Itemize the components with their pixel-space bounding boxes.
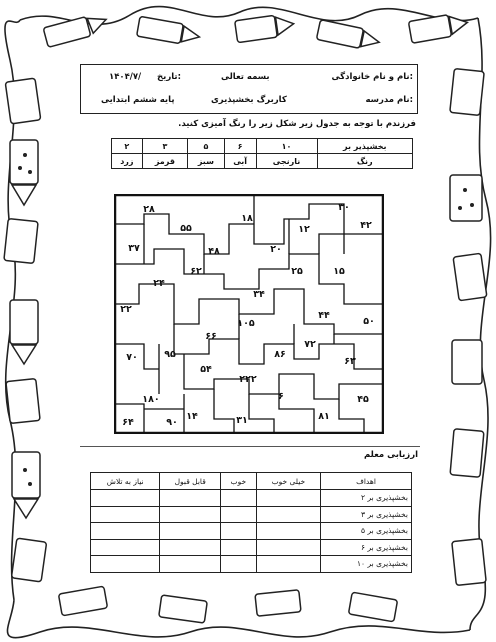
grade-cell[interactable] (160, 506, 221, 523)
puzzle-number: ۹۰ (166, 417, 178, 428)
puzzle-number: ۲۰ (270, 244, 282, 255)
pencil-left-2 (10, 140, 38, 205)
goal-label: بخشپذیری بر ۱۰ (321, 556, 412, 573)
grade-cell[interactable] (91, 556, 160, 573)
evaluation-table (90, 472, 412, 573)
puzzle-number: ۲۴ (153, 278, 165, 289)
grade-cell[interactable] (160, 490, 221, 507)
puzzle-number: ۲۲ (120, 304, 132, 315)
grade-cell[interactable] (256, 523, 320, 540)
school-label: نام مدرسه: (365, 95, 413, 105)
pencil-left-7 (11, 538, 46, 582)
puzzle-number: ۵۴ (200, 364, 212, 375)
goal-label: بخشپذیری بر ۳ (321, 506, 412, 523)
worksheet-topic: کاربرگ بخشپذیری (211, 95, 287, 105)
puzzle-number: ۲۸ (143, 204, 155, 215)
grade-cell[interactable] (91, 506, 160, 523)
pencil-left-6 (12, 452, 40, 518)
puzzle-number: ۱۸ (241, 213, 253, 224)
bismillah: بسمه تعالی (221, 72, 270, 82)
pencil-left-1 (5, 78, 41, 124)
color-cell: آبی (224, 154, 256, 169)
pencil-left-4 (10, 300, 38, 364)
pencil-bottom-1 (58, 586, 107, 616)
pencil-top-2 (137, 16, 201, 44)
evaluation-row (91, 556, 412, 573)
puzzle-number: ۴۴ (318, 310, 330, 321)
pencil-left-3 (4, 219, 38, 264)
pencil-top-3 (235, 15, 295, 43)
puzzle-number: ۲۵ (291, 266, 303, 277)
divisor-cell: ۳ (142, 139, 187, 154)
grade-cell[interactable] (256, 556, 320, 573)
puzzle-number: ۶ (278, 391, 284, 402)
puzzle-number: ۱۲ (298, 224, 310, 235)
grade-cell[interactable] (220, 490, 256, 507)
puzzle-number: ۶۳ (344, 356, 356, 367)
pencil-right-5 (450, 429, 484, 477)
section-divider (80, 446, 420, 447)
col-goals: اهداف (321, 473, 412, 490)
puzzle-number: ۲۲۲ (239, 374, 257, 385)
grade-cell[interactable] (91, 523, 160, 540)
puzzle-number: ۳۷ (128, 243, 140, 254)
grade-cell[interactable] (220, 506, 256, 523)
pencil-bottom-4 (348, 592, 397, 622)
puzzle-number: ۳۱ (236, 415, 248, 426)
header-box (80, 64, 418, 114)
instruction-text: فرزندم با توجه به جدول زیر شکل زیر را رنگ آمیزی کنید. (178, 119, 416, 129)
divisor-cell: ۶ (224, 139, 256, 154)
pencil-right-4 (452, 340, 482, 384)
grade-cell[interactable] (220, 539, 256, 556)
evaluation-header-row (91, 473, 412, 490)
col-very-good: خیلی خوب (256, 473, 320, 490)
divisor-cell: ۵ (188, 139, 225, 154)
pencil-bottom-2 (159, 595, 208, 623)
name-label: نام و نام خانوادگی: (331, 72, 413, 82)
grade-cell[interactable] (256, 506, 320, 523)
divisor-cell: ۱۰ (256, 139, 317, 154)
row-label-divisible: بخشپذیر بر (317, 139, 412, 154)
grade-cell[interactable] (160, 523, 221, 540)
divisor-cell: ۲ (112, 139, 143, 154)
goal-label: بخشپذیری بر ۲ (321, 490, 412, 507)
col-needs-effort: نیاز به تلاش (91, 473, 160, 490)
grade-label: پایه ششم ابتدایی (101, 95, 175, 105)
puzzle-number: ۴۲ (360, 220, 372, 231)
grade-cell[interactable] (256, 490, 320, 507)
puzzle-number: ۷۲ (304, 339, 316, 350)
puzzle-number: ۱۰۵ (237, 318, 255, 329)
col-good: خوب (220, 473, 256, 490)
pencil-right-2 (450, 175, 482, 221)
pencil-top-1 (43, 14, 109, 48)
evaluation-title: ارزیابی معلم (363, 450, 418, 460)
pencil-top-4 (316, 20, 380, 50)
grade-cell[interactable] (91, 539, 160, 556)
evaluation-row (91, 539, 412, 556)
puzzle-number: ۳۴ (253, 289, 265, 300)
divisor-row (112, 139, 413, 154)
goal-label: بخشپذیری بر ۵ (321, 523, 412, 540)
puzzle-number: ۸۶ (274, 349, 286, 360)
puzzle-number: ۴۵ (357, 394, 369, 405)
pencil-right-1 (450, 69, 484, 116)
color-cell: زرد (112, 154, 143, 169)
puzzle-number: ۱۸۰ (142, 394, 160, 405)
grade-cell[interactable] (220, 556, 256, 573)
puzzle-number: ۶۲ (190, 266, 202, 277)
date-value: ۱۴۰۴/۷/ (109, 72, 142, 82)
puzzle-number: ۷۰ (126, 352, 138, 363)
evaluation-row (91, 506, 412, 523)
pencil-left-5 (6, 379, 40, 424)
coloring-puzzle (114, 194, 384, 434)
grade-cell[interactable] (220, 523, 256, 540)
evaluation-row (91, 490, 412, 507)
col-acceptable: قابل قبول (160, 473, 221, 490)
color-key-table (111, 138, 413, 169)
date-label: تاریخ: (157, 72, 182, 82)
grade-cell[interactable] (160, 556, 221, 573)
color-cell: سبز (188, 154, 225, 169)
grade-cell[interactable] (91, 490, 160, 507)
grade-cell[interactable] (256, 539, 320, 556)
row-label-color: رنگ (317, 154, 412, 169)
pencil-right-3 (453, 253, 487, 300)
pencil-bottom-3 (255, 590, 301, 616)
pencil-top-5 (408, 14, 469, 44)
puzzle-number: ۴۸ (208, 246, 220, 257)
puzzle-number: ۶۴ (122, 417, 134, 428)
pencil-right-6 (452, 539, 486, 586)
puzzle-number: ۵۵ (180, 223, 192, 234)
puzzle-number: ۶۶ (205, 331, 217, 342)
puzzle-number: ۵۰ (363, 316, 375, 327)
puzzle-number: ۸۱ (318, 411, 330, 422)
puzzle-number: ۹۵ (164, 349, 176, 360)
grade-cell[interactable] (160, 539, 221, 556)
goal-label: بخشپذیری بر ۶ (321, 539, 412, 556)
color-cell: نارنجی (256, 154, 317, 169)
color-row (112, 154, 413, 169)
puzzle-number: ۳۰ (338, 202, 350, 213)
puzzle-number: ۱۵ (333, 266, 345, 277)
color-cell: قرمز (142, 154, 187, 169)
puzzle-number: ۱۴ (186, 411, 198, 422)
evaluation-row (91, 523, 412, 540)
